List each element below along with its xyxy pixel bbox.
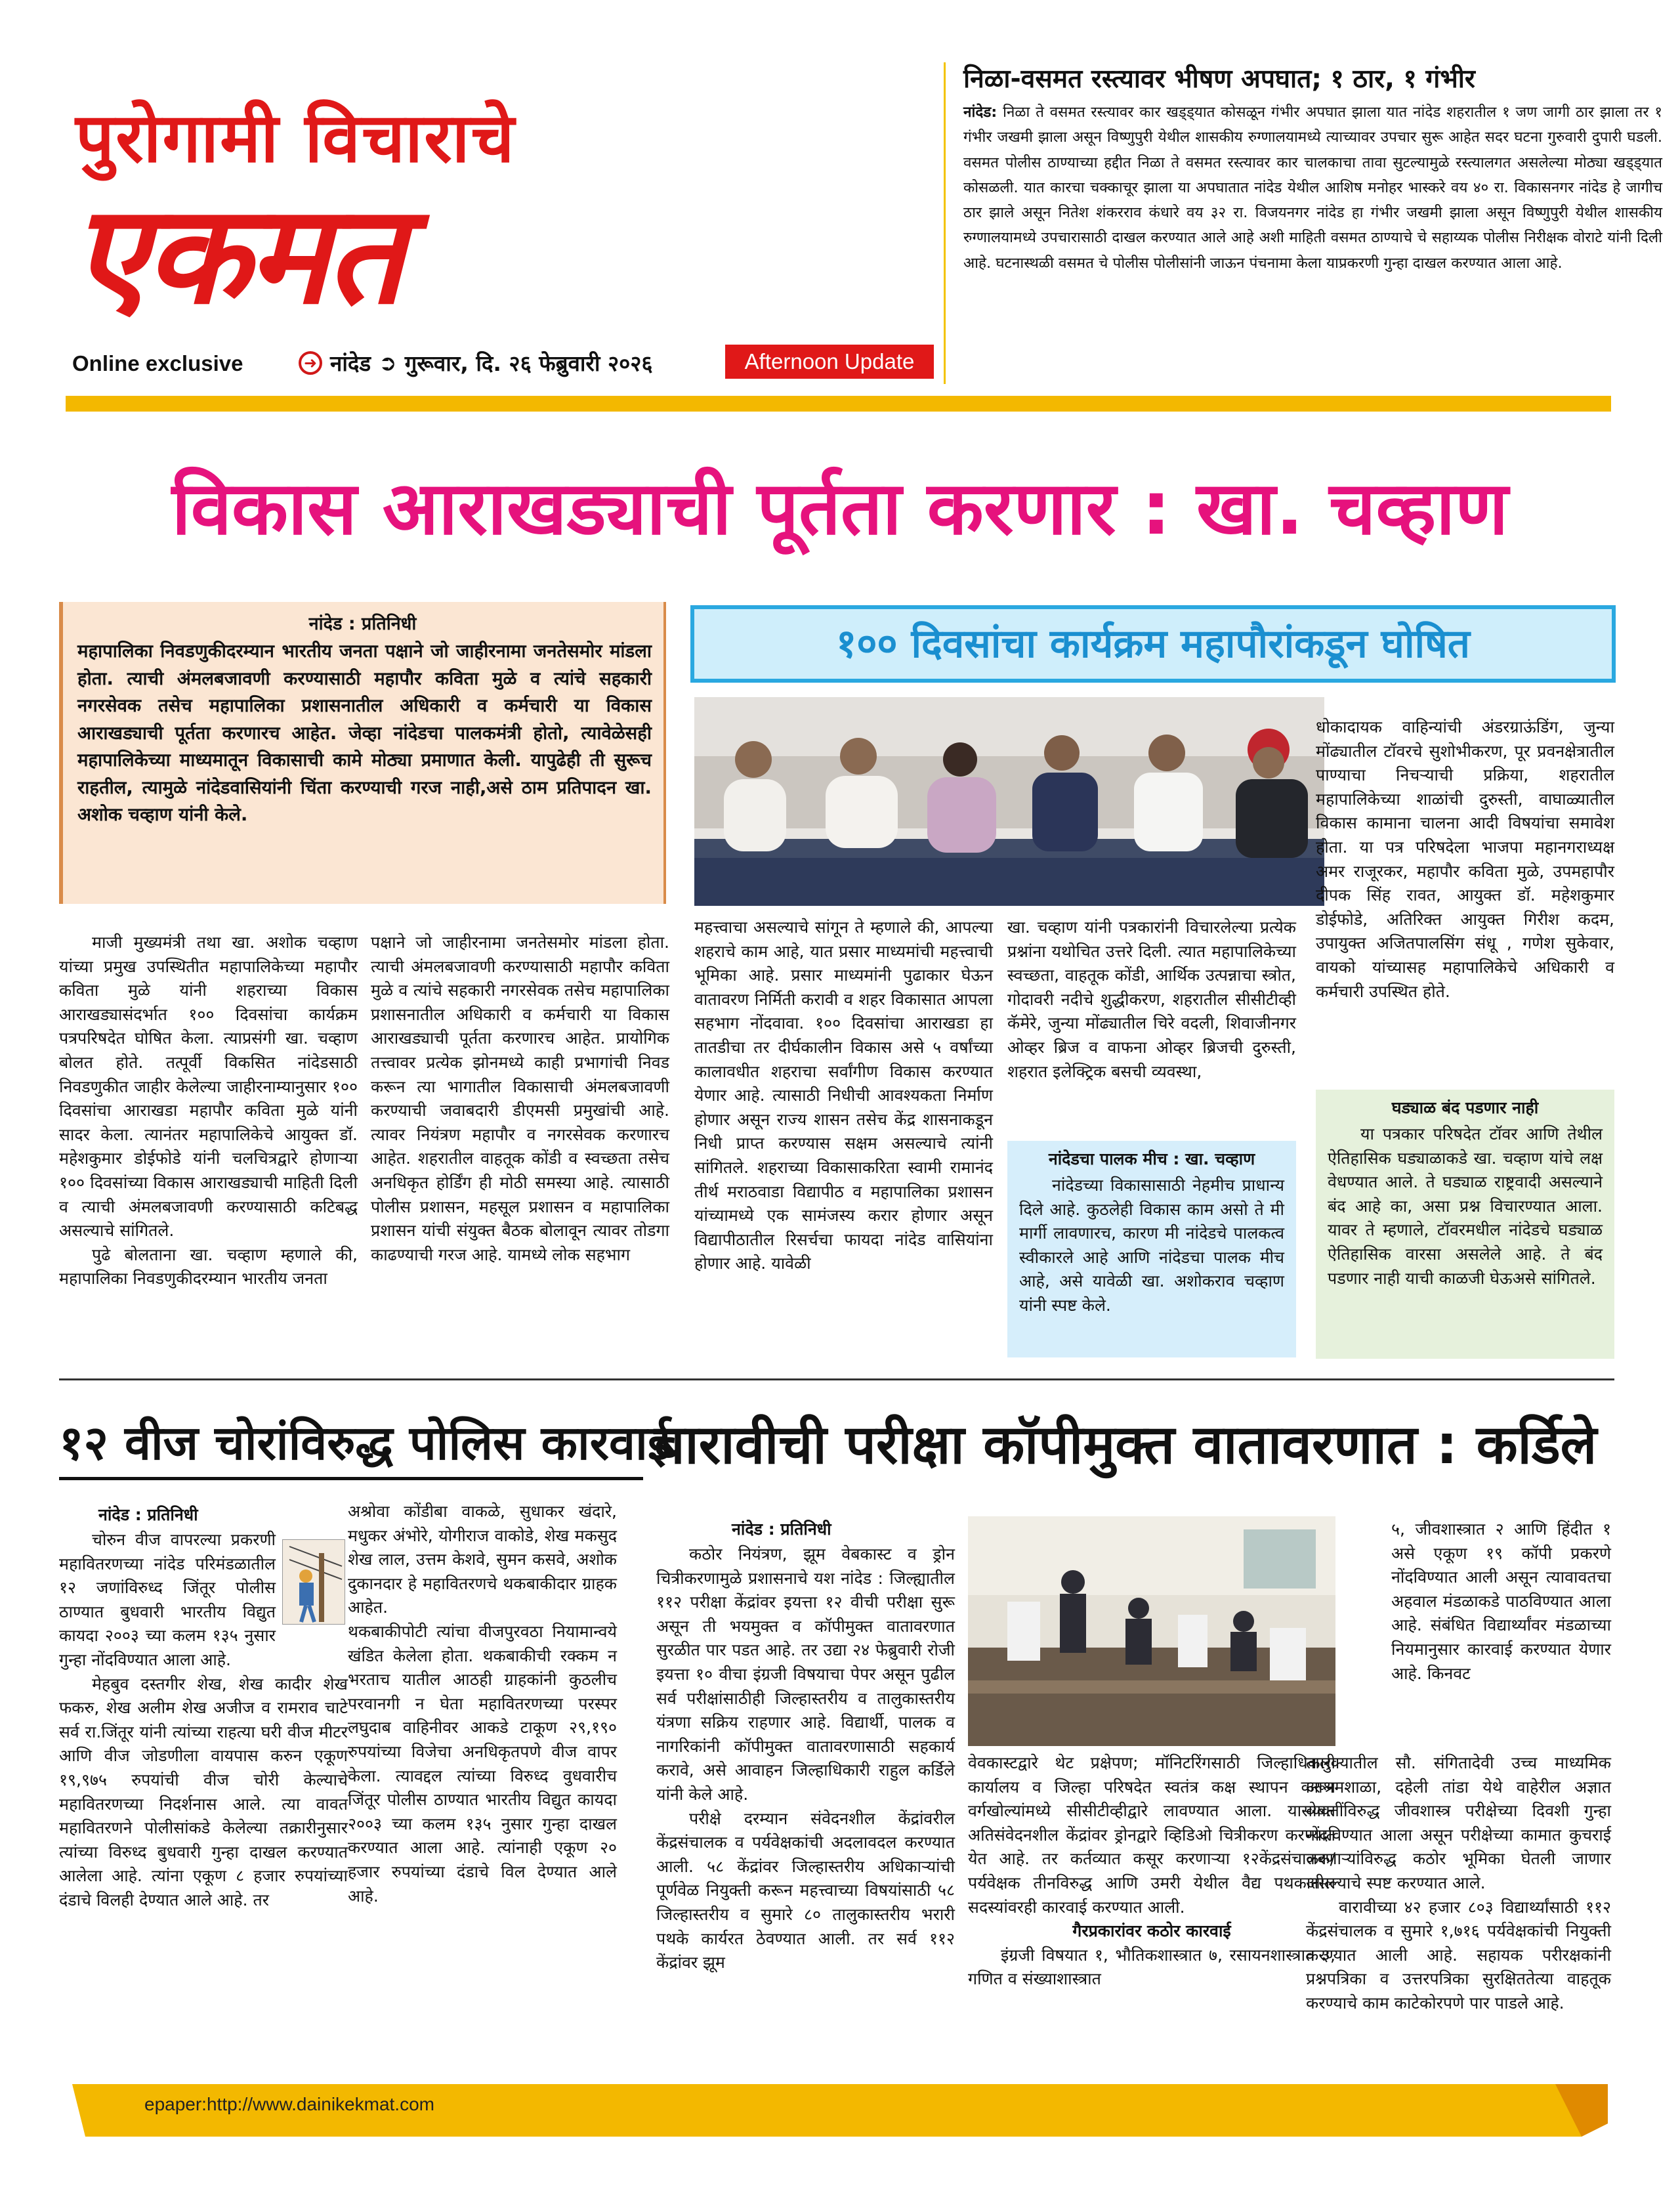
lead-col-2-text: पक्षाने जो जाहीरनामा जनतेसमोर मांडला होता. त्याची अंमलबजावणी करण्यासाठी महापौर कविता मुळे व त्यांचे सहकारी नगरसेवक तसेच महापालिका प्रशासनातील अधिकारी व कर्मचारी या विकास आराखड्याची पूर्तता करणारच आहेत. प्रायोगिक तत्त्वावर प्रत्येक झोनमध्ये काही प्रभागांची निवड करून त्या भागातील विकासाची अंमलबजावणी करण्याची जवाबदारी डीएमसी प्रमुखांची आहे. त्यावर नियंत्रण महापौर व नगरसेवक करणारच आहेत. शहरातील वाहतूक कोंडी व स्वच्छता तसेच अनधिकृत होर्डिंग ही मोठी समस्या आहे. त्यासाठी पोलीस प्रशासन, महसूल प्रशासन व महापालिका प्रशासन यांची संयुक्त बैठक बोलावून त्यावर तोडगा काढण्याची गरज आहे. यामध्ये लोक सहभाग bbox=[371, 933, 669, 1264]
section-rule bbox=[59, 1378, 1614, 1380]
issue-date: गुरूवार, दि. २६ फेब्रुवारी २०२६ bbox=[404, 351, 653, 376]
yellow-divider-bar bbox=[66, 396, 1611, 412]
edition-badge: Afternoon Update bbox=[725, 345, 934, 379]
online-exclusive-label: Online exclusive bbox=[72, 351, 243, 375]
lead-col-4 bbox=[1007, 916, 1296, 1084]
lead-col-3 bbox=[694, 916, 993, 1276]
story3-col-2-tail: इंग्रजी विषयात १, भौतिकशास्त्रात ७, रसायनशास्त्रात ३, गणित व संख्याशास्त्रात bbox=[968, 1945, 1335, 1989]
column-divider bbox=[944, 62, 946, 384]
masthead-tagline: पुरोगामी विचाराचे bbox=[75, 98, 516, 178]
brief-dateline: नांदेड: bbox=[963, 104, 998, 121]
story3-col-1-para-1: कठोर नियंत्रण, झूम वेबकास्ट व ड्रोन चित्रीकरणामुळे प्रशासनाचे यश नांदेड : जिल्ह्यातील ११२ परीक्षा केंद्रांवर इयत्ता १२ वीची परीक्षा सुरू असून ती भयमुक्त व कॉपीमुक्त वातावरणात सुरळीत पार पडत आहे. तर उद्या २४ फेब्रुवारी रोजी इयत्ता १० वीचा इंग्रजी विषयाचा पेपर असून पुढील सर्व परीक्षांसाठीही जिल्हास्तरीय व तालुकास्तरीय यंत्रणा सक्रिय राहणार आहे. विद्यार्थी, पालक व नागरिकांनी कॉपीमुक्त वातावरणासाठी सहकार्य करावे, असे आवाहन जिल्हाधिकारी राहुल कर्डिले यांनी केले आहे. bbox=[656, 1545, 955, 1804]
callout-clock-body: या पत्रकार परिषदेत टॉवर आणि तेथील ऐतिहासिक घड्याळाकडे खा. चव्हाण यांचे लक्ष वेधण्यात आले. ते घड्याळ राष्ट्रवादी असल्याने बंद आहे का, असा प्रश्न विचारण्यात आला. यावर ते म्हणाले, टॉवरमधील नांदेडचे घड्याळ ऐतिहासिक वारसा असलेले आहे. ते बंद पडणार नाही याची काळजी घेऊअसे सांगितले. bbox=[1328, 1124, 1603, 1288]
story3-byline: नांदेड : प्रतिनिधी bbox=[732, 1520, 831, 1539]
callout-box-guardian bbox=[1007, 1141, 1296, 1357]
story3-col-3-text: ५, जीवशास्त्रात २ आणि हिंदीत १ असे एकूण १९ कॉपी प्रकरणे नोंदविण्यात आली असून त्यावावतचा अहवाल मंडळाकडे पाठविण्यात आला आहे. संबंधित विद्यार्थ्यांवर मंडळाच्या नियमानुसार कारवाई करण्यात येणार आहे. किनवट bbox=[1391, 1520, 1611, 1683]
lead-headline: विकास आराखड्याची पूर्तता करणार : खा. चव्हाण bbox=[171, 466, 1509, 551]
dateline-city: नांदेड bbox=[330, 351, 371, 376]
arrow-small-icon: ➲ bbox=[379, 350, 397, 375]
brief-text: निळा ते वसमत रस्त्यावर कार खड्ड्यात कोसळून गंभीर अपघात झाला यात नांदेड शहरातील १ जण जागी ठार झाला तर १ गंभीर जखमी झाला असून विष्णुपुरी येथील शासकीय रुग्णालयामध्ये त्याच्यावर उपचार सुरू आहेत सदर घटना गुरुवारी दुपारी घडली. वसमत पोलीस ठाण्याच्या हद्दीत निळा ते वसमत रस्त्यावर कार चालकाचा तावा सुटल्यामुळे रस्त्यालगत असलेल्या मोठ्या खड्ड्यात कोसळली. यात कारचा चक्काचूर झाला या अपघातात नांदेड येथील आशिष मनोहर भास्करे वय ४० रा. विकासनगर नांदेड हे जागीच ठार झाले असून नितेश शंकरराव कंधारे वय ३२ रा. विजयनगर नांदेड हा गंभीर जखमी झाला असून विष्णुपुरी येथील शासकीय रुग्णालयामध्ये उपचारासाठी दाखल करण्यात आले आहे अशी माहिती वसमत ठाण्याचे चे सहाय्यक पोलीस निरीक्षक वोराटे यांनी दिली आहे. घटनास्थळी वसमत चे पोलीस पोलीसांनी जाऊन पंचनामा केला याप्रकरणी गुन्हा दाखल करण्यात आला आहे. bbox=[963, 104, 1662, 272]
story3-col-3b-text: तालुक्यातील सौ. संगितादेवी उच्च माध्यमिक आश्रमशाळा, दहेली तांडा येथे वाहेरील अज्ञात व्यक्तींविरुद्ध जीवशास्त्र परीक्षेच्या दिवशी गुन्हा नोंदविण्यात आला असून परीक्षेच्या कामात कुचराई करणाऱ्यांविरुद्ध कठोर भूमिका घेतली जाणार असल्याचे स्पष्ट करण्यात आले. bbox=[1306, 1753, 1611, 1892]
story3-col-1-para-2: परीक्षे दरम्यान संवेदनशील केंद्रांवरील केंद्रसंचालक व पर्यवेक्षकांची अदलावदल करण्यात आली. ५८ केंद्रांवर जिल्हास्तरीय अधिकाऱ्यांची पूर्णवेळ नियुक्ती करून महत्त्वाच्या विषयांसाठी ५८ जिल्हास्तरीय व सुमारे ८० तालुकास्तरीय भरारी पथके कार्यरत ठेवण्यात आली. तर सर्व ११२ केंद्रांवर झूम bbox=[656, 1808, 955, 1973]
lead-col-2 bbox=[371, 931, 669, 1267]
lead-col-5-text: धोकादायक वाहिन्यांची अंडरग्राऊंडिंग, जुन्या मोंढ्यातील टॉवरचे सुशोभीकरण, पूर प्रवनक्षेत्रातील पाण्याचा निचऱ्याची प्रक्रिया, शहरातील महापालिकेच्या शाळांची दुरुस्ती, वाघाळ्यातील विकास कामाना चालना आदी विषयांचा समावेश होता. या पत्र परिषदेला भाजपा महानगराध्यक्ष अमर राजूरकर, महापौर कविता मुळे, उपमहापौर दीपक सिंह रावत, आयुक्त डॉ. महेशकुमार डोईफोडे, अतिरिक्त आयुक्त गिरीश कदम, उपायुक्त अजितपालसिंग संधू , गणेश सुकेवार, वायको यांच्यासह महापालिकेचे अधिकारी व कर्मचारी उपस्थित होते. bbox=[1316, 717, 1614, 1001]
story3-col-1 bbox=[656, 1543, 955, 1975]
exam-hall-photo bbox=[968, 1516, 1335, 1746]
lead-intro: महापालिका निवडणुकीदरम्यान भारतीय जनता पक्षाने जो जाहीरनामा जनतेसमोर मांडला होता. त्याची अंमलबजावणी करण्यासाठी महापौर कविता मुळे व त्यांचे सहकारी नगरसेवक तसेच महापालिका प्रशासनातील अधिकारी व कर्मचारी या विकास आराखड्याची पूर्तता करणारच आहेत. जेव्हा नांदेडचा पालकमंत्री होतो, त्यावेळेसही महापालिकेच्या माध्यमातून विकासाची कामे मोठ्या प्रमाणात केली. यापुढेही ती सुरूच राहतील, त्यामुळे नांदेडवासियांनी चिंता करण्याची गरज नाही,असे ठाम प्रतिपादन खा. अशोक चव्हाण यांनी केले. bbox=[77, 641, 652, 825]
story3-col-3 bbox=[1391, 1518, 1611, 1686]
callout-box-clock bbox=[1316, 1090, 1614, 1359]
story2-col-1 bbox=[59, 1528, 348, 1913]
story3-col-2 bbox=[968, 1751, 1335, 1992]
lead-col-3-text: महत्त्वाचा असल्याचे सांगून ते म्हणाले की, आपल्या शहराचे काम आहे, यात प्रसार माध्यमांची महत्त्वाची भूमिका आहे. प्रसार माध्यमांनी पुढाकार घेऊन वातावरण निर्मिती करावी व शहर विकासात आपला सहभाग नोंदवावा. १०० दिवसांचा आराखडा हा तातडीचा तर दीर्घकालीन विकास असे ५ वर्षांच्या कालावधीत शहराचा सर्वांगीण विकास करण्यात येणार आहे. त्यासाठी निधीची आवश्यकता निर्माण होणार असून राज्य शासन तसेच केंद्र शासनाकडून निधी प्राप्त करण्यास सक्षम असल्याचे त्यांनी सांगितले. शहराच्या विकासाकरिता स्वामी रामानंद तीर्थ मराठवाडा विद्यापीठ व महापालिका प्रशासन यांच्यामध्ये एक सामंजस्य करार होणार असून विद्यापीठातील रिसर्चचा फायदा नांदेड वासियांना होणार आहे. यावेळी bbox=[694, 918, 993, 1273]
story2-col-2-para-1: अश्रोवा कोंडीबा वाकळे, सुधाकर खंदारे, मधुकर अंभोरे, योगीराज वाकोडे, शेख मकसुद शेख लाल, उत्तम केशवे, सुमन कसवे, अशोक दुकानदार हे महावितरणचे थकबाकीदार ग्राहक आहेत. bbox=[348, 1502, 617, 1617]
story2-col-1-para-2: मेहबुव दस्तगीर शेख, शेख कादीर शेख फकरु, शेख अलीम शेख अजीज व रामराव चाटे सर्व रा.जिंतूर यांनी त्यांच्या राहत्या घरी वीज मीटर आणि वीज जोडणीला वायपास करुन एकूण १९,९७५ रुपयांची वीज चोरी केल्याचे महावितरणच्या निदर्शनास आले. त्या वावत महावितरणने पोलीसांकडे केलेल्या तक्रारीनुसार त्यांच्या विरुध्द बुधवारी गुन्हा दाखल करण्यात आलेला आहे. त्यांना एकूण ८ हजार रुपयांच्या दंडाचे विलही देण्यात आले आहे. तर bbox=[59, 1674, 348, 1909]
story3-col-2-text: वेवकास्टद्वारे थेट प्रक्षेपण; मॉनिटरिंगसाठी जिल्हाधिकारी कार्यालय व जिल्हा परिषदेत स्वतंत्र कक्ष स्थापन करून वर्गखोल्यांमध्ये सीसीटीव्हीद्वारे लावण्यात आला. यासोबत अतिसंवेदनशील केंद्रांवर ड्रोनद्वारे व्हिडिओ चित्रीकरण करण्यात येत आहे. तर कर्तव्यात कसूर करणाऱ्या १२केंद्रसंचालक/पर्यवेक्षक तीनविरुद्ध आणि उमरी येथील वैद्य पथकातील सदस्यांवरही कारवाई करण्यात आली. bbox=[968, 1753, 1335, 1917]
callout-guardian-title: नांदेडचा पालक मीच : खा. चव्हाण bbox=[1048, 1149, 1255, 1168]
masthead-title: एकमत bbox=[72, 175, 402, 335]
story3-col-3c-text: वारावीच्या ४२ हजार ८०३ विद्यार्थ्यांसाठी ११२ केंद्रसंचालक व सुमारे १,७१६ पर्यवेक्षकांची नियुक्ती करण्यात आली आहे. सहायक परीरक्षकांनी प्रश्नपत्रिका व उत्तरपत्रिका सुरक्षिततेत्या वाहतूक करण्याचे काम काटेकोरपणे पार पाडले आहे. bbox=[1306, 1897, 1611, 2013]
lead-col-1 bbox=[59, 931, 358, 1291]
brief-headline: निळा-वसमत रस्त्यावर भीषण अपघात; १ ठार, १ गंभीर bbox=[963, 64, 1475, 94]
story2-headline: १२ वीज चोरांविरुद्ध पोलिस कारवाई bbox=[59, 1411, 643, 1480]
press-conference-photo bbox=[694, 697, 1324, 906]
story2-col-2-para-2: थकबाकीपोटी त्यांचा वीजपुरवठा नियामान्वये खंडित केलेला होता. थकबाकीची रक्कम न भरताच यातील आठही ग्राहकांनी कुठलीच परवानगी न घेता महावितरणच्या परस्पर लघुदाब वाहिनीवर आकडे टाकूण २९,१९० रुपयांच्या विजेचा अनधिकृतपणे वीज वापर केला. त्यावद्दल त्यांच्या विरुध्द वुधवारीच जिंतूर पोलीस ठाण्यात भारतीय विद्युत कायदा २००३ च्या कलम १३५ नुसार गुन्हा दाखल करण्यात आला आहे. त्यांनाही एकूण २० हजार रुपयांच्या दंडाचे विल देण्यात आले आहे. bbox=[348, 1621, 617, 1906]
lead-col-1-para-2: पुढे बोलताना खा. चव्हाण म्हणाले की, महापालिका निवडणुकीदरम्यान भारतीय जनता bbox=[59, 1245, 358, 1289]
story3-headline: बारावीची परीक्षा कॉपीमुक्त वातावरणात : कर्डिले bbox=[654, 1414, 1597, 1476]
story2-byline: नांदेड : प्रतिनिधी bbox=[98, 1505, 198, 1524]
story3-subhead: गैरप्रकारांवर कठोर कारवाई bbox=[1072, 1921, 1231, 1941]
story3-col-3b bbox=[1306, 1751, 1611, 2016]
callout-guardian-body: नांदेडच्या विकासासाठी नेहमीच प्राधान्य दिले आहे. कुठलेही विकास काम असो ते मी मार्गी लावणारच, कारण मी नांदेडचे पालकत्व स्वीकारले आहे आणि नांदेडचा पालक मीच आहे, असे यावेळी खा. अशोकराव चव्हाण यांनी स्पष्ट केले. bbox=[1019, 1176, 1284, 1315]
epaper-link[interactable]: epaper:http://www.dainikekmat.com bbox=[144, 2094, 434, 2114]
story2-col-2 bbox=[348, 1500, 617, 1908]
dateline bbox=[299, 348, 653, 377]
callout-clock-title: घड्याळ बंद पडणार नाही bbox=[1391, 1098, 1539, 1117]
lead-subheadline: १०० दिवसांचा कार्यक्रम महापौरांकडून घोषित bbox=[836, 621, 1470, 667]
lead-col-1-para-1: माजी मुख्यमंत्री तथा खा. अशोक चव्हाण यांच्या प्रमुख उपस्थितीत महापालिकेच्या महापौर कविता मुळे यांनी शहराच्या विकास आराखड्यासंदर्भात १०० दिवसांचा कार्यक्रम पत्रपरिषदेत घोषित केला. त्याप्रसंगी खा. चव्हाण बोलत होते. तत्पूर्वी विकसित नांदेडसाठी निवडणुकीत जाहीर केलेल्या जाहीरनाम्यानुसार १०० दिवसांचा आराखडा महापौर कविता मुळे यांनी सादर केला. त्यानंतर महापालिकेचे आयुक्त डॉ. महेशकुमार डोईफोडे यांनी चलचित्रद्वारे होणाऱ्या १०० दिवसांच्या विकास आराखड्याची माहिती दिली व त्याची अंमलबजावणी करण्यासाठी कटिबद्ध असल्याचे सांगितले. bbox=[59, 933, 358, 1241]
story2-col-1-para-1: चोरुन वीज वापरल्या प्रकरणी महावितरणच्या नांदेड परिमंडळातील १२ जणांविरुध्द जिंतूर पोलीस ठाण्यात बुधवारी भारतीय विद्युत कायदा २००३ च्या कलम १३५ नुसार गुन्हा नोंदविण्यात आला आहे. bbox=[59, 1530, 276, 1669]
brief-body bbox=[963, 100, 1662, 276]
lead-byline: नांदेड : प्रतिनिधी bbox=[308, 614, 417, 634]
lead-col-4-text: खा. चव्हाण यांनी पत्रकारांनी विचारलेल्या प्रत्येक प्रश्नांना यथोचित उत्तरे दिली. त्यात महापालिकेच्या स्वच्छता, वाहतूक कोंडी, आर्थिक उत्पन्नाचा स्त्रोत, गोदावरी नदीचे शुद्धीकरण, शहरातील सीसीटीव्ही कॅमेरे, जुन्या मोंढ्यातील चिरे वदली, शिवाजीनगर ओव्हर ब्रिज व वाफना ओव्हर ब्रिजची दुरुस्ती, शहरात इलेक्ट्रिक बसची व्यवस्था, bbox=[1007, 918, 1296, 1081]
arrow-right-icon: ➜ bbox=[299, 351, 322, 375]
lead-col-5 bbox=[1316, 715, 1614, 1004]
